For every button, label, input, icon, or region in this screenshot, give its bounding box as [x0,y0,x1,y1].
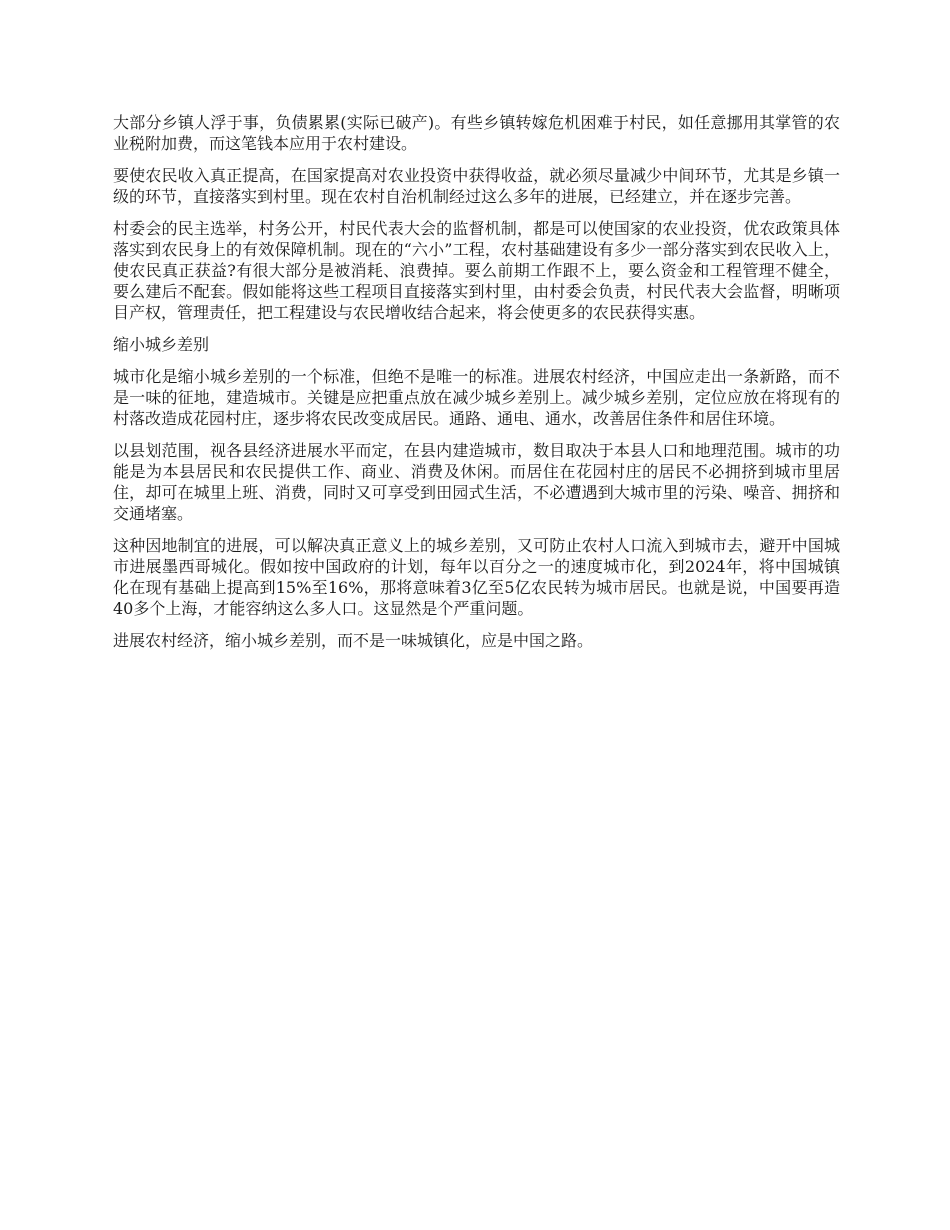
paragraph-township-debt: 大部分乡镇人浮于事，负债累累(实际已破产)。有些乡镇转嫁危机困难于村民，如任意挪用其掌管的农业税附加费，而这笔钱本应用于农村建设。 [113,113,840,153]
document-body [113,112,840,662]
paragraph-village-committee: 村委会的民主选举，村务公开，村民代表大会的监督机制，都是可以使国家的农业投资，优农政策具体落实到农民身上的有效保障机制。现在的“六小”工程，农村基础建设有多少一部分落实到农民收入上，使农民真正获益?有很大部分是被消耗、浪费掉。要么前期工作跟不上，要么资金和工程管理不健全，要么建后不配套。假如能将这些工程项目直接落实到村里，由村委会负责，村民代表大会监督，明晰项目产权，管理责任，把工程建设与农民增收结合起来，将会使更多的农民获得实惠。 [113,219,840,322]
section-heading: 缩小城乡差别 [113,335,210,354]
paragraph-local-development: 这种因地制宜的进展，可以解决真正意义上的城乡差别，又可防止农村人口流入到城市去，避开中国城市进展墨西哥城化。假如按中国政府的计划，每年以百分之一的速度城市化，到2024年，将中国城镇化在现有基础上提高到15%至16%，那将意味着3亿至5亿农民转为城市居民。也就是说，中国要再造40多个上海，才能容纳这么多人口。这显然是个严重问题。 [113,536,840,618]
paragraph-urbanization-standard: 城市化是缩小城乡差别的一个标准，但绝不是唯一的标准。进展农村经济，中国应走出一条新路，而不是一味的征地，建造城市。关键是应把重点放在减少城乡差别上。减少城乡差别，定位应放在将现有的村落改造成花园村庄，逐步将农民改变成居民。通路、通电、通水，改善居住条件和居住环境。 [113,367,840,428]
paragraph-reduce-intermediate: 要使农民收入真正提高，在国家提高对农业投资中获得收益，就必须尽量减少中间环节，尤其是乡镇一级的环节，直接落实到村里。现在农村自治机制经过这么多年的进展，已经建立，并在逐步完善。 [113,166,840,206]
paragraph-county-cities: 以县划范围，视各县经济进展水平而定，在县内建造城市，数目取决于本县人口和地理范围。城市的功能是为本县居民和农民提供工作、商业、消费及休闲。而居住在花园村庄的居民不必拥挤到城市里居住，却可在城里上班、消费，同时又可享受到田园式生活，不必遭遇到大城市里的污染、噪音、拥挤和交通堵塞。 [113,441,840,523]
paragraph-conclusion: 进展农村经济，缩小城乡差别，而不是一味城镇化，应是中国之路。 [113,631,594,650]
